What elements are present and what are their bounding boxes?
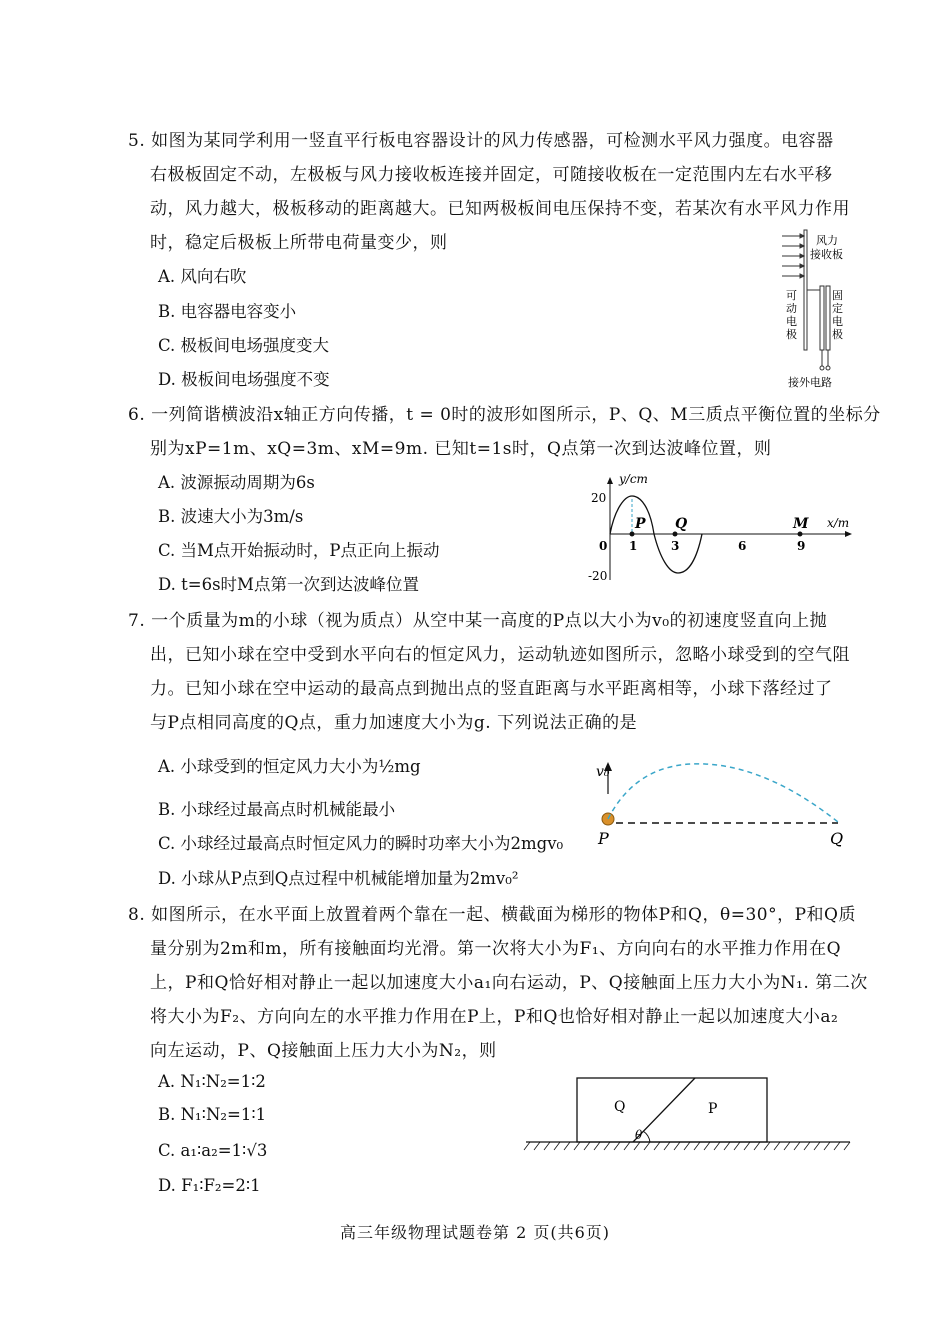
q8-theta: θ bbox=[635, 1128, 643, 1142]
q6-line-1: 6. 一列简谐横波沿x轴正方向传播，t = 0时的波形如图所示，P、Q、M三质点平衡位置的坐标分 bbox=[128, 405, 881, 425]
q7-option-a: A. 小球受到的恒定风力大小为½mg bbox=[158, 757, 421, 776]
q6-point-p: P bbox=[635, 516, 646, 532]
q8-line-3: 上，P和Q恰好相对静止一起以加速度大小a₁向右运动，P、Q接触面上压力大小为N₁. 第二次 bbox=[150, 973, 868, 993]
q5-line-3: 动，风力越大，极板移动的距离越大。已知两极板间电压保持不变，若某次有水平风力作用 bbox=[150, 199, 850, 219]
q7-v0-label: v₀ bbox=[596, 764, 610, 780]
q7-point-q: Q bbox=[830, 829, 844, 848]
q6-point-q: Q bbox=[675, 516, 688, 532]
q5-option-a: A. 风向右吹 bbox=[158, 267, 247, 286]
q5-line-1: 5. 如图为某同学利用一竖直平行板电容器设计的风力传感器，可检测水平风力强度。电容器 bbox=[128, 131, 834, 151]
q8-blocks-figure bbox=[520, 1074, 855, 1154]
q5-fixed-label-1: 固 bbox=[832, 289, 843, 302]
q5-circuit-label: 接外电路 bbox=[788, 376, 832, 389]
q6-y-tick-20: 20 bbox=[591, 491, 607, 505]
q6-option-a: A. 波源振动周期为6s bbox=[158, 473, 315, 492]
q8-option-c: C. a₁∶a₂=1∶√3 bbox=[158, 1141, 268, 1160]
q7-point-p: P bbox=[598, 829, 609, 848]
q6-option-b: B. 波速大小为3m/s bbox=[158, 507, 304, 526]
q6-x-tick-6: 6 bbox=[738, 539, 747, 553]
q5-fixed-label-2: 定 bbox=[832, 302, 843, 315]
q5-line-4: 时，稳定后极板上所带电荷量变少，则 bbox=[150, 233, 448, 253]
page-footer: 高三年级物理试题卷第 2 页(共6页) bbox=[339, 1223, 611, 1242]
q5-movable-label-1: 可 bbox=[786, 289, 797, 302]
q8-block-q: Q bbox=[614, 1099, 626, 1115]
q5-fixed-label-4: 极 bbox=[832, 328, 843, 341]
q8-line-5: 向左运动，P、Q接触面上压力大小为N₂，则 bbox=[150, 1041, 497, 1061]
q8-ground-hatch bbox=[524, 1142, 850, 1150]
q6-origin: 0 bbox=[599, 539, 608, 553]
q5-fixed-label-3: 电 bbox=[832, 315, 843, 328]
q7-line-2: 出，已知小球在空中受到水平向右的恒定风力，运动轨迹如图所示，忽略小球受到的空气阻 bbox=[150, 645, 850, 665]
q5-movable-label-3: 电 bbox=[786, 315, 797, 328]
q7-line-4: 与P点相同高度的Q点，重力加速度大小为g. 下列说法正确的是 bbox=[150, 713, 638, 733]
q5-receiver-label-1: 风力 bbox=[816, 234, 838, 247]
q6-point-m: M bbox=[793, 516, 809, 532]
q7-option-d: D. 小球从P点到Q点过程中机械能增加量为2mv₀² bbox=[158, 869, 519, 888]
q6-x-axis-label: x/m bbox=[827, 516, 850, 530]
q6-x-tick-1: 1 bbox=[629, 539, 638, 553]
q7-option-c: C. 小球经过最高点时恒定风力的瞬时功率大小为2mgv₀ bbox=[158, 834, 564, 853]
q5-line-2: 右极板固定不动，左极板与风力接收板连接并固定，可随接收板在一定范围内左右水平移 bbox=[150, 165, 833, 185]
q5-movable-label-4: 极 bbox=[786, 328, 797, 341]
q7-line-3: 力。已知小球在空中运动的最高点到抛出点的竖直距离与水平距离相等，小球下落经过了 bbox=[150, 679, 833, 699]
q7-trajectory-figure bbox=[590, 756, 860, 850]
q5-receiver-label-2: 接收板 bbox=[810, 248, 843, 261]
q7-option-b: B. 小球经过最高点时机械能最小 bbox=[158, 800, 396, 819]
q8-line-2: 量分别为2m和m，所有接触面均光滑。第一次将大小为F₁、方向向右的水平推力作用在Q bbox=[150, 939, 842, 959]
q6-wave-figure bbox=[585, 470, 855, 588]
q8-block-p: P bbox=[708, 1101, 718, 1117]
q5-movable-label-2: 动 bbox=[786, 302, 797, 315]
q8-option-d: D. F₁∶F₂=2∶1 bbox=[158, 1176, 261, 1195]
q8-line-4: 将大小为F₂、方向向左的水平推力作用在P上，P和Q也恰好相对静止一起以加速度大小a₂ bbox=[150, 1007, 839, 1027]
q6-x-tick-9: 9 bbox=[797, 539, 806, 553]
q8-option-a: A. N₁∶N₂=1∶2 bbox=[158, 1072, 266, 1091]
q5-figure bbox=[780, 228, 860, 390]
q8-line-1: 8. 如图所示，在水平面上放置着两个靠在一起、横截面为梯形的物体P和Q，θ=30°，P和Q质 bbox=[128, 905, 856, 925]
q5-option-d: D. 极板间电场强度不变 bbox=[158, 370, 330, 389]
q5-option-c: C. 极板间电场强度变大 bbox=[158, 336, 330, 355]
q6-option-d: D. t=6s时M点第一次到达波峰位置 bbox=[158, 575, 419, 594]
q6-line-2: 别为xP=1m、xQ=3m、xM=9m. 已知t=1s时，Q点第一次到达波峰位置，则 bbox=[150, 439, 772, 459]
q5-option-b: B. 电容器电容变小 bbox=[158, 302, 297, 321]
q6-y-tick-neg20: -20 bbox=[588, 569, 608, 583]
q6-x-tick-3: 3 bbox=[671, 539, 680, 553]
q7-line-1: 7. 一个质量为m的小球（视为质点）从空中某一高度的P点以大小为v₀的初速度竖直向上抛 bbox=[128, 611, 828, 631]
q6-y-axis-label: y/cm bbox=[619, 472, 648, 486]
q6-option-c: C. 当M点开始振动时，P点正向上振动 bbox=[158, 541, 440, 560]
q8-option-b: B. N₁∶N₂=1∶1 bbox=[158, 1105, 267, 1124]
